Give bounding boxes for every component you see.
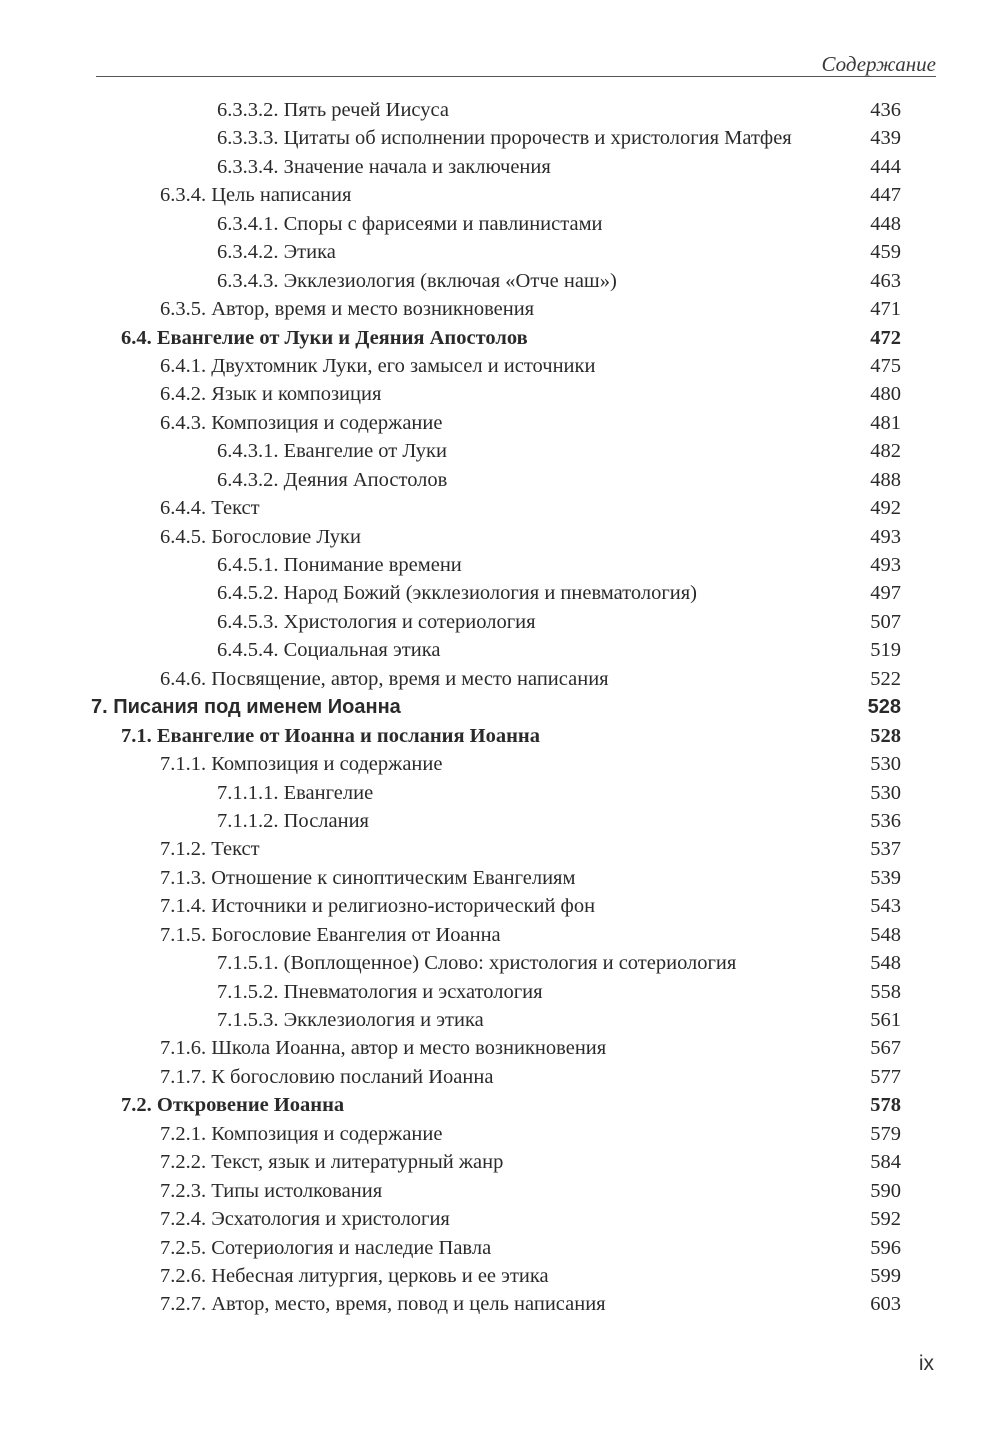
- toc-entry-page: 459: [870, 241, 901, 264]
- toc-entry-page: 548: [870, 952, 901, 975]
- toc-entry[interactable]: [0, 1290, 1000, 1318]
- toc-entry-page: 463: [870, 269, 901, 292]
- toc-entry-title: 7.2.7. Автор, место, время, повод и цель написания: [160, 1293, 606, 1316]
- toc-entry-title: 6.4.5.4. Социальная этика: [217, 639, 441, 662]
- toc-entry-title: 6.4.3.1. Евангелие от Луки: [217, 440, 447, 463]
- toc-entry[interactable]: [0, 153, 1000, 181]
- toc-entry-page: 493: [870, 525, 901, 548]
- toc-entry-title: 6.4.5.2. Народ Божий (экклезиология и пневматология): [217, 582, 697, 605]
- toc-entry-page: 528: [867, 696, 901, 719]
- toc-entry[interactable]: [0, 779, 1000, 807]
- toc-entry[interactable]: [0, 1234, 1000, 1262]
- toc-entry-title: 7. Писания под именем Иоанна: [91, 696, 401, 719]
- toc-entry-title: 6.4.3.2. Деяния Апостолов: [217, 468, 448, 491]
- toc-entry[interactable]: [0, 210, 1000, 238]
- toc-entry[interactable]: [0, 267, 1000, 295]
- toc-entry-title: 6.4.1. Двухтомник Луки, его замысел и источники: [160, 354, 596, 377]
- toc-entry-page: 567: [870, 1037, 901, 1060]
- toc-entry-page: 590: [870, 1179, 901, 1202]
- toc-entry-title: 6.4.5.3. Христология и сотериология: [217, 610, 536, 633]
- toc-entry[interactable]: [0, 1148, 1000, 1176]
- toc-entry-title: 7.1.1.1. Евангелие: [217, 781, 374, 804]
- toc-entry-title: 6.4.4. Текст: [160, 497, 260, 520]
- toc-entry[interactable]: [0, 352, 1000, 380]
- toc-entry-page: 578: [870, 1094, 901, 1117]
- toc-entry[interactable]: [0, 238, 1000, 266]
- toc-entry[interactable]: [0, 124, 1000, 152]
- toc-entry[interactable]: [0, 523, 1000, 551]
- toc-entry[interactable]: [0, 579, 1000, 607]
- toc-entry[interactable]: [0, 1120, 1000, 1148]
- toc-entry-title: 6.4.3. Композиция и содержание: [160, 411, 443, 434]
- toc-entry-page: 439: [870, 127, 901, 150]
- toc-entry-page: 482: [870, 440, 901, 463]
- toc-entry-title: 7.1.5.2. Пневматология и эсхатология: [217, 980, 543, 1003]
- toc-entry-title: 6.4.6. Посвящение, автор, время и место написания: [160, 667, 609, 690]
- toc-entry-title: 7.2.5. Сотериология и наследие Павла: [160, 1236, 492, 1259]
- toc-entry-page: 558: [870, 980, 901, 1003]
- page-number: ix: [918, 1352, 934, 1375]
- toc-entry[interactable]: [0, 181, 1000, 209]
- toc-entry-title: 6.4. Евангелие от Луки и Деяния Апостолов: [121, 326, 528, 349]
- toc-entry-title: 6.4.5.1. Понимание времени: [217, 554, 462, 576]
- toc-entry-page: 579: [870, 1122, 901, 1145]
- toc-entry[interactable]: [0, 380, 1000, 408]
- toc-entry-title: 7.1.1. Композиция и содержание: [160, 753, 443, 776]
- toc-entry[interactable]: [0, 636, 1000, 664]
- toc-entry[interactable]: [0, 1006, 1000, 1034]
- header-rule: [96, 76, 936, 77]
- toc-entry-page: 471: [870, 298, 901, 321]
- toc-entry-page: 448: [870, 212, 901, 235]
- toc-entry-page: 592: [870, 1208, 901, 1231]
- toc-entry-title: 7.2.3. Типы истолкования: [160, 1179, 383, 1202]
- toc-entry[interactable]: [0, 295, 1000, 323]
- toc-entry-title: 7.1.4. Источники и религиозно-исторический фон: [160, 895, 596, 918]
- toc-entry-page: 507: [870, 610, 901, 633]
- toc-entry-page: 481: [870, 411, 901, 434]
- toc-entry[interactable]: [0, 978, 1000, 1006]
- toc-entry-title: 7.1.5.3. Экклезиология и этика: [217, 1009, 484, 1031]
- toc-entry-page: 561: [870, 1009, 901, 1031]
- toc-entry-page: 436: [870, 99, 901, 121]
- toc-entry-title: 7.2.1. Композиция и содержание: [160, 1122, 443, 1145]
- toc-entry-title: 7.2.4. Эсхатология и христология: [160, 1208, 450, 1231]
- toc-entry-page: 475: [870, 354, 901, 377]
- toc-entry-title: 7.1.1.2. Послания: [217, 809, 369, 832]
- toc-entry[interactable]: [0, 1063, 1000, 1091]
- toc-entry[interactable]: [0, 494, 1000, 522]
- toc-entry-title: 6.3.3.4. Значение начала и заключения: [217, 155, 551, 178]
- toc-entry[interactable]: [0, 892, 1000, 920]
- table-of-contents: [0, 96, 1000, 1319]
- toc-entry[interactable]: [0, 835, 1000, 863]
- toc-entry-page: 472: [870, 326, 901, 349]
- toc-entry-page: 584: [870, 1151, 901, 1174]
- toc-entry[interactable]: [0, 466, 1000, 494]
- toc-entry[interactable]: [0, 750, 1000, 778]
- toc-entry[interactable]: [0, 921, 1000, 949]
- toc-entry-title: 6.4.2. Язык и композиция: [160, 383, 382, 406]
- toc-entry-title: 6.3.4.2. Этика: [217, 241, 336, 264]
- running-header: Содержание: [821, 52, 936, 76]
- toc-entry-title: 6.3.4.1. Споры с фарисеями и павлинистами: [217, 212, 603, 235]
- toc-entry[interactable]: [0, 722, 1000, 750]
- toc-entry[interactable]: [0, 1091, 1000, 1119]
- toc-entry-page: 603: [870, 1293, 901, 1316]
- toc-entry-page: 596: [870, 1236, 901, 1259]
- toc-entry[interactable]: [0, 1205, 1000, 1233]
- toc-entry[interactable]: [0, 409, 1000, 437]
- toc-entry-title: 7.1.3. Отношение к синоптическим Евангелиям: [160, 866, 576, 889]
- toc-entry[interactable]: [0, 949, 1000, 977]
- toc-entry-page: 530: [870, 781, 901, 804]
- toc-entry[interactable]: [0, 551, 1000, 579]
- toc-entry-page: 444: [870, 155, 901, 178]
- toc-entry-title: 6.4.5. Богословие Луки: [160, 525, 361, 548]
- toc-entry-title: 7.1. Евангелие от Иоанна и послания Иоанна: [121, 724, 540, 747]
- toc-entry-page: 519: [870, 639, 901, 662]
- toc-entry-title: 7.2.2. Текст, язык и литературный жанр: [160, 1151, 504, 1174]
- toc-entry-title: 7.1.2. Текст: [160, 838, 260, 861]
- toc-entry-page: 530: [870, 753, 901, 776]
- toc-entry-title: 7.1.6. Школа Иоанна, автор и место возникновения: [160, 1037, 607, 1060]
- toc-entry-page: 528: [870, 724, 901, 747]
- toc-entry-page: 488: [870, 468, 901, 491]
- toc-entry-title: 6.3.4.3. Экклезиология (включая «Отче наш»): [217, 269, 617, 292]
- toc-entry-page: 492: [870, 497, 901, 520]
- toc-entry[interactable]: [0, 665, 1000, 693]
- toc-entry[interactable]: [0, 96, 1000, 124]
- toc-entry[interactable]: [0, 1177, 1000, 1205]
- toc-entry-title: 7.1.5. Богословие Евангелия от Иоанна: [160, 923, 501, 946]
- toc-entry-page: 548: [870, 923, 901, 946]
- toc-entry-title: 7.2.6. Небесная литургия, церковь и ее этика: [160, 1264, 549, 1287]
- toc-entry-page: 599: [870, 1264, 901, 1287]
- toc-entry-page: 480: [870, 383, 901, 406]
- toc-entry-page: 536: [870, 809, 901, 832]
- toc-entry[interactable]: [0, 1034, 1000, 1062]
- toc-entry[interactable]: [0, 693, 1000, 721]
- toc-entry[interactable]: [0, 437, 1000, 465]
- toc-entry-title: 6.3.4. Цель написания: [160, 184, 352, 207]
- toc-entry-page: 522: [870, 667, 901, 690]
- toc-entry[interactable]: [0, 807, 1000, 835]
- toc-entry-title: 7.1.7. К богословию посланий Иоанна: [160, 1065, 494, 1088]
- toc-entry-title: 7.1.5.1. (Воплощенное) Слово: христология и сотериология: [217, 952, 737, 975]
- toc-entry[interactable]: [0, 1262, 1000, 1290]
- toc-entry-page: 539: [870, 866, 901, 889]
- toc-entry-title: 6.3.5. Автор, время и место возникновения: [160, 298, 535, 321]
- toc-entry-title: 6.3.3.2. Пять речей Иисуса: [217, 99, 449, 121]
- toc-entry-page: 543: [870, 895, 901, 918]
- toc-entry-title: 6.3.3.3. Цитаты об исполнении пророчеств и христология Матфея: [217, 127, 792, 150]
- toc-entry-page: 537: [870, 838, 901, 861]
- toc-entry-page: 493: [870, 554, 901, 576]
- toc-entry[interactable]: [0, 608, 1000, 636]
- toc-entry-page: 447: [870, 184, 901, 207]
- toc-entry[interactable]: [0, 864, 1000, 892]
- toc-entry-title: 7.2. Откровение Иоанна: [121, 1094, 345, 1117]
- toc-entry[interactable]: [0, 324, 1000, 352]
- toc-entry-page: 497: [870, 582, 901, 605]
- toc-entry-page: 577: [870, 1065, 901, 1088]
